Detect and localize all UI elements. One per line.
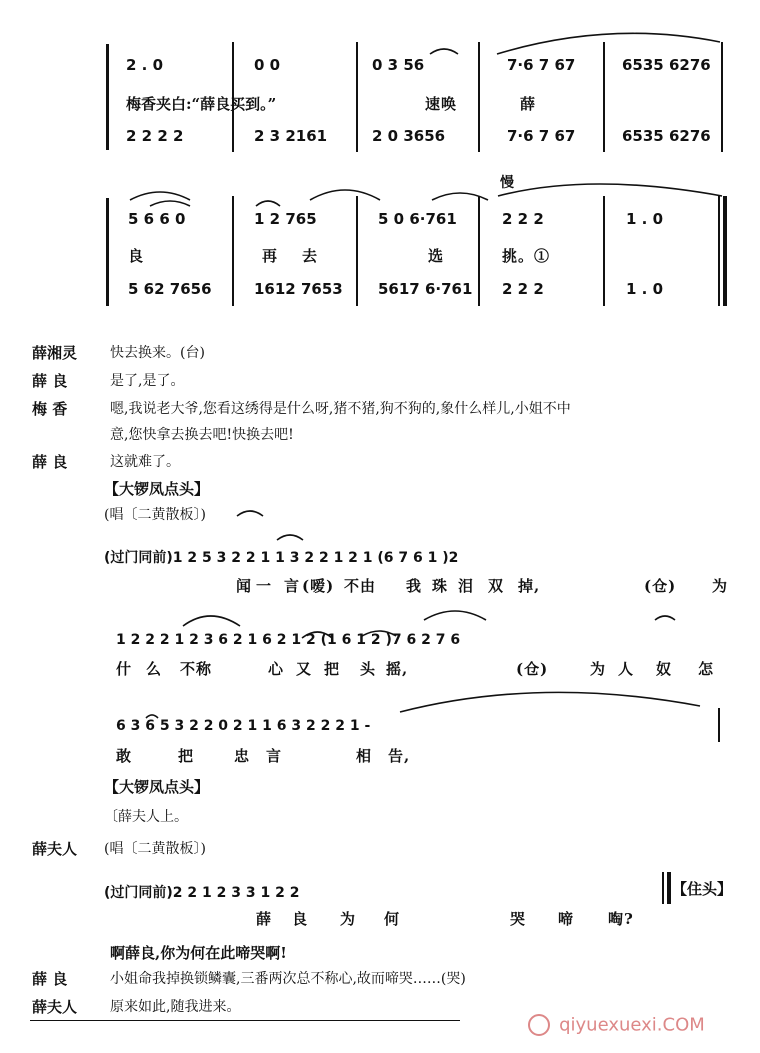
lyric: 敢 <box>116 747 133 765</box>
lyric: 言 <box>284 577 301 595</box>
lyric: 速唤 <box>425 95 458 113</box>
lyric: 再 <box>262 247 279 265</box>
accomp-measure: 1 . 0 <box>626 280 664 298</box>
voice-measure: 6535 6276 <box>622 56 711 74</box>
lyric: 摇, <box>386 660 409 678</box>
accomp-measure: 5 62 7656 <box>128 280 212 298</box>
lyric: 人 <box>618 660 635 678</box>
cue-label: 【住头】 <box>672 880 733 898</box>
dialogue-text: 是了,是了。 <box>110 373 185 389</box>
bottom-rule <box>30 1020 460 1021</box>
watermark-logo-icon <box>528 1014 550 1036</box>
voice-measure: 5 6 6 0 <box>128 210 186 228</box>
lyric: 奴 <box>656 660 673 678</box>
stage-direction: 〔薛夫人上。 <box>104 809 188 825</box>
lyric: 么 <box>146 660 163 678</box>
singing-direction: (唱〔二黄散板〕) <box>104 507 206 523</box>
speaker-name: 薛 良 <box>32 372 68 390</box>
lyric: 啼 <box>558 910 575 928</box>
lyric: 心 <box>268 660 285 678</box>
voice-measure: 1 2 765 <box>254 210 317 228</box>
lyric: 良 <box>128 247 145 265</box>
watermark-text: qiyuexuexi.COM <box>559 1014 705 1036</box>
notation-line: (过门同前)1 2 5 3 2 2 1 1 3 2 2 1 2 1 (6 7 6 1 )2 <box>104 550 459 566</box>
notation-line: (过门同前)2 2 1 2 3 3 1 2 2 <box>104 885 300 901</box>
accomp-measure: 5617 6·761 <box>378 280 473 298</box>
spoken-line: 啊薛良,你为何在此啼哭啊! <box>110 944 287 962</box>
lyric: 我 <box>406 577 423 595</box>
lyric: 哭 <box>510 910 527 928</box>
lyric: 何 <box>384 910 401 928</box>
cue-label: 【大锣凤点头】 <box>104 480 210 498</box>
dialogue-text: 小姐命我掉换锁鳞囊,三番两次总不称心,故而啼哭……(哭) <box>110 971 466 987</box>
lyric: 双 <box>488 577 505 595</box>
notation-line: 1 2 2 2 1 2 3 6 2 1 6 2 1 2 (1 6 1 2 )7 6 2 7 6 <box>116 632 461 648</box>
lyric: 掉, <box>518 577 541 595</box>
lyric: 闻 <box>236 577 253 595</box>
lyric: (嗳) <box>302 577 335 595</box>
speaker-name: 薛 良 <box>32 970 68 988</box>
lyric: 不称 <box>180 660 213 678</box>
lyric: 不由 <box>344 577 377 595</box>
accomp-measure: 1612 7653 <box>254 280 343 298</box>
lyric: (仓) <box>644 577 677 595</box>
lyric: 一 <box>256 577 273 595</box>
lyric: 又 <box>296 660 313 678</box>
accomp-measure: 7·6 7 67 <box>507 127 576 145</box>
voice-measure: 5 0 6·761 <box>378 210 457 228</box>
lyric: 挑。① <box>502 247 551 265</box>
voice-measure: 0 0 <box>254 56 281 74</box>
lyric: 告, <box>388 747 411 765</box>
bar-line <box>667 872 671 904</box>
dialogue-text: 原来如此,随我进来。 <box>110 999 241 1015</box>
cue-label: 【大锣凤点头】 <box>104 778 210 796</box>
dialogue-text: 意,您快拿去换去吧!快换去吧! <box>110 427 294 443</box>
lyric: 把 <box>178 747 195 765</box>
speaker-name: 薛夫人 <box>32 998 78 1016</box>
lyric: 啕? <box>608 910 634 928</box>
lyric: 为 <box>712 577 729 595</box>
dialogue-text: 嗯,我说老大爷,您看这绣得是什么呀,猪不猪,狗不狗的,象什么样儿,小姐不中 <box>110 401 571 417</box>
lyric: 言 <box>266 747 283 765</box>
lyric: 忠 <box>234 747 251 765</box>
lyric: 薛 <box>520 95 537 113</box>
lyric: 什 <box>116 660 133 678</box>
lyric: 把 <box>324 660 341 678</box>
lyric: 选 <box>428 247 445 265</box>
singing-direction: (唱〔二黄散板〕) <box>104 841 206 857</box>
voice-measure: 1 . 0 <box>626 210 664 228</box>
voice-measure: 7·6 7 67 <box>507 56 576 74</box>
watermark <box>528 1014 705 1036</box>
accomp-measure: 2 0 3656 <box>372 127 446 145</box>
dialogue-text: 这就难了。 <box>110 454 180 470</box>
lyric: 去 <box>302 247 319 265</box>
accomp-measure: 6535 6276 <box>622 127 711 145</box>
lyric: 薛 <box>256 910 273 928</box>
accomp-measure: 2 3 2161 <box>254 127 328 145</box>
lyric: 怎 <box>698 660 715 678</box>
lyric: 相 <box>356 747 373 765</box>
notation-line: 6 3 6 5 3 2 2 0 2 1 1 6 3 2 2 2 1 - <box>116 718 371 734</box>
lyric: 泪 <box>458 577 475 595</box>
voice-measure: 2 2 2 <box>502 210 544 228</box>
speaker-name: 薛 良 <box>32 453 68 471</box>
dialogue-text: 快去换来。(台) <box>110 345 205 361</box>
bar-line <box>662 872 664 904</box>
tempo-mark: 慢 <box>500 175 514 191</box>
bar-line <box>718 708 720 742</box>
voice-measure: 0 3 56 <box>372 56 425 74</box>
speaker-name: 薛湘灵 <box>32 344 78 362</box>
lyric: 珠 <box>432 577 449 595</box>
spoken-aside: 梅香夹白:“薛良买到。” <box>126 95 277 113</box>
lyric: 良 <box>292 910 309 928</box>
speaker-name: 梅 香 <box>32 400 68 418</box>
accomp-measure: 2 2 2 2 <box>126 127 184 145</box>
lyric: (仓) <box>516 660 549 678</box>
lyric: 头 <box>360 660 377 678</box>
accomp-measure: 2 2 2 <box>502 280 544 298</box>
lyric: 为 <box>340 910 357 928</box>
voice-measure: 2 . 0 <box>126 56 164 74</box>
lyric: 为 <box>590 660 607 678</box>
speaker-name: 薛夫人 <box>32 840 78 858</box>
